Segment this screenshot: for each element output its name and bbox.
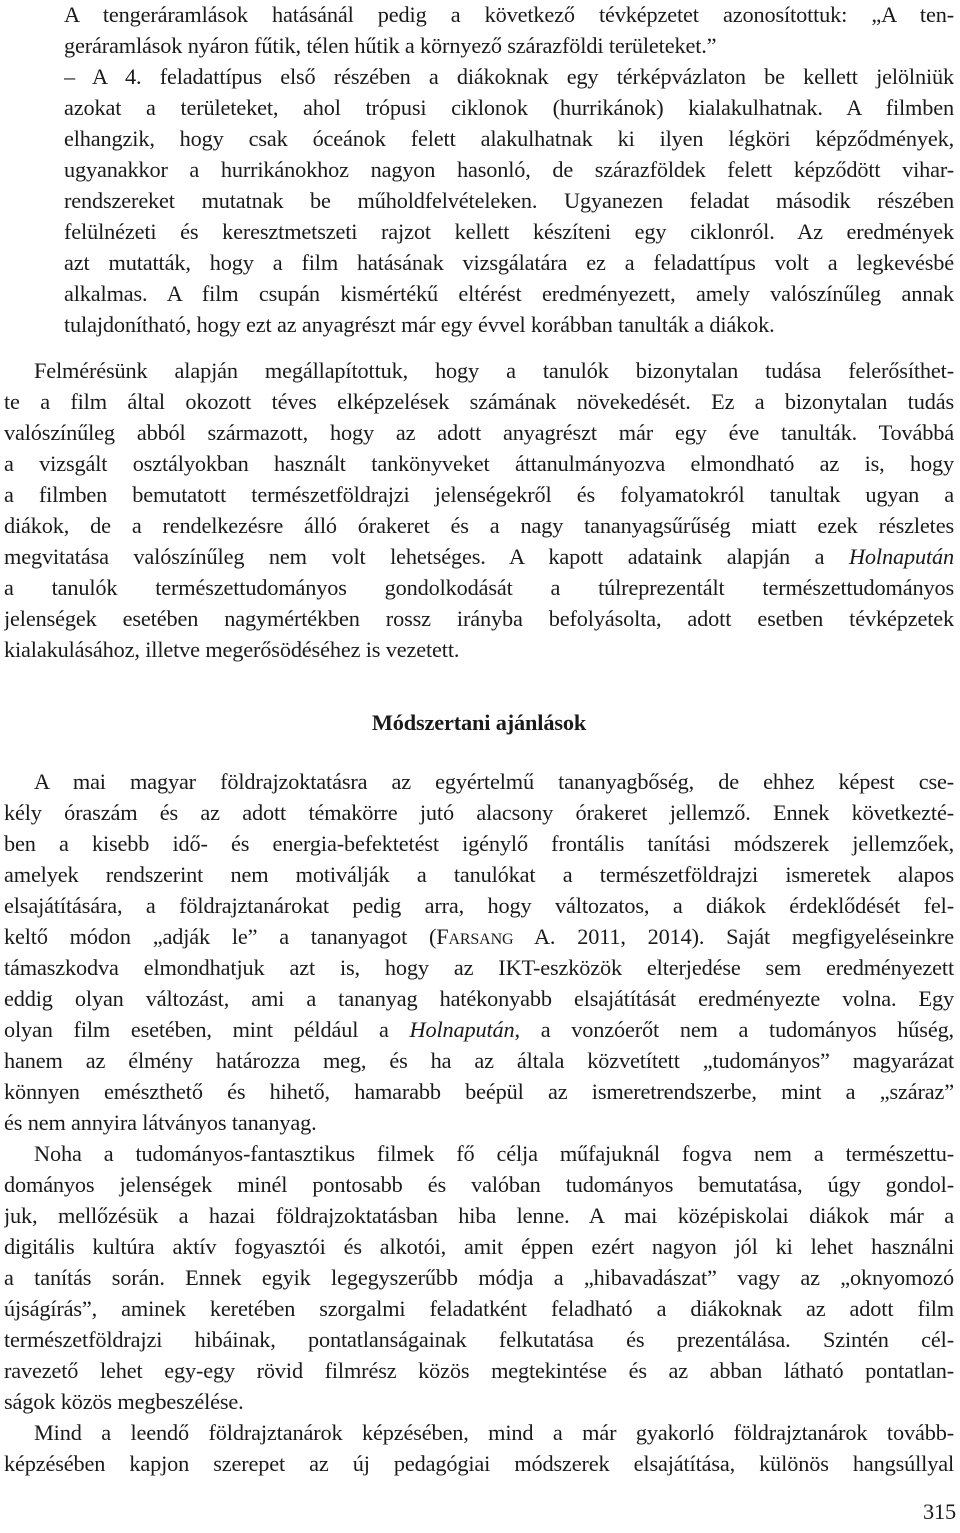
text-line: támaszkodva elmondhatjuk azt is, hogy az IKT-eszközök elterjedése sem eredményezett xyxy=(4,955,954,980)
text-line: eddig olyan változást, ami a tananyag hatékonyabb elsajátítását eredményezte volna. Egy xyxy=(4,986,954,1011)
text-line: keltő módon „adják le” a tananyagot (Farsang A. 2011, 2014). Saját megfigyeléseinkre xyxy=(4,924,954,949)
text-line: tulajdonítható, hogy ezt az anyagrészt már egy évvel korábban tanulták a diákok. xyxy=(64,312,775,337)
text-line: olyan film esetében, mint például a Holnapután, a vonzóerőt nem a tudományos hűség, xyxy=(4,1017,954,1042)
text-line: hanem az élmény határozza meg, és ha az általa közvetített „tudományos” magyarázat xyxy=(4,1048,954,1073)
text-line: a filmben bemutatott természetföldrajzi jelenségekről és folyamatokról tanultak ugyan a xyxy=(4,482,954,507)
text-line: természetföldrajzi hibáinak, pontatlanságainak felkutatása és prezentálása. Szintén cél- xyxy=(4,1327,954,1352)
text-line: képzésében kapjon szerepet az új pedagógiai módszerek elsajátítása, különös hangsúllyal xyxy=(4,1451,954,1476)
text-line: kialakulásához, illetve megerősödéséhez is vezetett. xyxy=(4,637,460,662)
text-line: jelenségek esetében nagymértékben rossz irányba befolyásolta, adott esetben tévképzetek xyxy=(4,606,954,631)
text-line: felülnézeti és keresztmetszeti rajzot kellett készíteni egy ciklonról. Az eredmények xyxy=(64,219,954,244)
text-line: valószínűleg abból származott, hogy az adott anyagrészt már egy éve tanulták. Továbbá xyxy=(4,420,954,445)
text-line: Noha a tudományos-fantasztikus filmek fő célja műfajuknál fogva nem a természettu- xyxy=(34,1141,954,1166)
page-number: 315 xyxy=(923,1499,956,1524)
text-line: a tanulók természettudományos gondolkodását a túlreprezentált természettudományos xyxy=(4,575,954,600)
text-line: juk, mellőzésük a hazai földrajzoktatásban hiba lenne. A mai középiskolai diákok már a xyxy=(4,1203,954,1228)
section-heading: Módszertani ajánlások xyxy=(371,710,587,735)
text-line: újságírás”, aminek keretében szorgalmi feladatként feladható a diákoknak az adott film xyxy=(4,1296,954,1321)
text-line: ságok közös megbeszélése. xyxy=(4,1389,244,1414)
text-line: diákok, de a rendelkezésre álló órakeret és a nagy tananyagsűrűség miatt ezek részletes xyxy=(4,513,954,538)
text-line: alkalmas. A film csupán kismértékű eltérést eredményezett, amely valószínűleg annak xyxy=(64,281,954,306)
text-line: a vizsgált osztályokban használt tankönyveket áttanulmányozva elmondható az is, hogy xyxy=(4,451,954,476)
text-line: A mai magyar földrajzoktatásra az egyértelmű tananyagbőség, de ehhez képest cse- xyxy=(34,769,954,794)
film-title: Holnapután xyxy=(409,1017,515,1042)
text-line: geráramlások nyáron fűtik, télen hűtik a környező szárazföldi területeket.” xyxy=(64,33,717,58)
text-line: kély óraszám és az adott témakörre jutó alacsony órakeret jellemző. Ennek következté- xyxy=(4,800,954,825)
text-line: ravezető lehet egy-egy rövid filmrész közös megtekintése és az abban látható pontatlan- xyxy=(4,1358,954,1383)
text-line: elsajátítására, a földrajztanárokat pedig arra, hogy változatos, a diákok érdeklődését fel- xyxy=(4,893,954,918)
text-line: ben a kisebb idő- és energia-befektetést igénylő frontális tanítási módszerek jellemzőek, xyxy=(4,831,954,856)
text-line: – A 4. feladattípus első részében a diákoknak egy térképvázlaton be kellett jelölniük xyxy=(64,64,954,89)
film-title: Holnapután xyxy=(848,544,954,569)
author-citation: Farsang A. xyxy=(436,924,556,949)
text-line: megvitatása valószínűleg nem volt lehetséges. A kapott adataink alapján a Holnapután xyxy=(4,544,954,569)
text-line: Felmérésünk alapján megállapítottuk, hogy a tanulók bizonytalan tudása felerősíthet- xyxy=(34,358,954,383)
text-line: a tanítás során. Ennek egyik legegyszerűbb módja a „hibavadászat” vagy az „oknyomozó xyxy=(4,1265,954,1290)
text-line: te a film által okozott téves elképzelések számának növekedését. Ez a bizonytalan tudás xyxy=(4,389,954,414)
text-line: amelyek rendszerint nem motiválják a tanulókat a természetföldrajzi ismeretek alapos xyxy=(4,862,954,887)
text-line: azokat a területeket, ahol trópusi ciklonok (hurrikánok) kialakulhatnak. A filmben xyxy=(64,95,954,120)
text-line: dományos jelenségek minél pontosabb és valóban tudományos bemutatása, úgy gondol- xyxy=(4,1172,954,1197)
text-line: azt mutatták, hogy a film hatásának vizsgálatára ez a feladattípus volt a legkevésbé xyxy=(64,250,954,275)
text-line: digitális kultúra aktív fogyasztói és alkotói, amit éppen ezért nagyon jól ki lehet használni xyxy=(4,1234,954,1259)
text-line: rendszereket mutatnak be műholdfelvételeken. Ugyanezen feladat második részében xyxy=(64,188,954,213)
text-line: elhangzik, hogy csak óceánok felett alakulhatnak ki ilyen légköri képződmények, xyxy=(64,126,954,151)
text-line: Mind a leendő földrajztanárok képzésében, mind a már gyakorló földrajztanárok tovább- xyxy=(34,1420,954,1445)
text-line: és nem annyira látványos tananyag. xyxy=(4,1110,317,1135)
text-line: A tengeráramlások hatásánál pedig a következő tévképzetet azonosítottuk: „A ten- xyxy=(64,2,954,27)
text-line: könnyen emészthető és hihető, hamarabb beépül az ismeretrendszerbe, mint a „száraz” xyxy=(4,1079,954,1104)
text-line: ugyanakkor a hurrikánokhoz nagyon hasonló, de szárazföldek felett képződött vihar- xyxy=(64,157,954,182)
